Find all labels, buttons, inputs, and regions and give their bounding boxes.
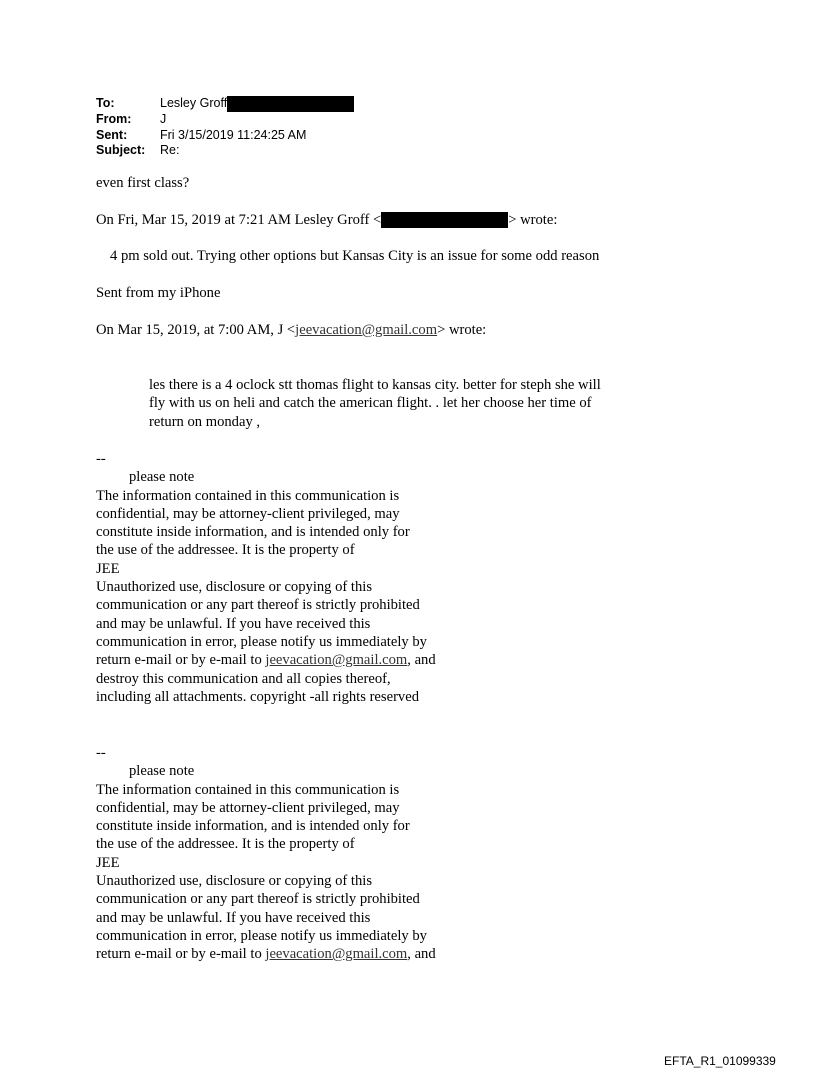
disclaimer-line: JEE — [96, 560, 120, 577]
email-prefix: return e-mail or by e-mail to — [96, 652, 266, 669]
quote1-prefix: On Fri, Mar 15, 2019 at 7:21 AM Lesley Groff < — [96, 212, 382, 228]
disclaimer-line: the use of the addressee. It is the property of — [96, 836, 355, 853]
disclaimer-email-line — [96, 945, 436, 963]
to-value: Lesley Groff — [160, 96, 228, 110]
subject-row — [96, 143, 354, 159]
signature-dashes: -- — [96, 745, 106, 761]
disclaimer-line: confidential, may be attorney-client privileged, may — [96, 505, 400, 522]
disclaimer-line: The information contained in this communication is — [96, 781, 400, 798]
email-header — [96, 96, 354, 159]
signature-dashes: -- — [96, 451, 106, 467]
email-link[interactable]: jeevacation@gmail.com — [265, 946, 408, 963]
redaction-box — [227, 96, 354, 112]
disclaimer-line: constitute inside information, and is intended only for — [96, 524, 410, 541]
from-value: J — [160, 112, 167, 126]
disclaimer-line: the use of the addressee. It is the property of — [96, 542, 355, 559]
disclaimer-line: communication in error, please notify us immediately by — [96, 927, 427, 944]
disclaimer-line: and may be unlawful. If you have received this — [96, 615, 371, 632]
quote-header-2 — [96, 321, 486, 339]
email-suffix: , and — [407, 652, 436, 669]
sent-from-line: Sent from my iPhone — [96, 285, 221, 301]
disclaimer-line: communication in error, please notify us immediately by — [96, 633, 427, 650]
please-note: please note — [129, 469, 195, 486]
sent-label: Sent: — [96, 127, 128, 142]
disclaimer-line: confidential, may be attorney-client privileged, may — [96, 799, 400, 816]
quote-header-1 — [96, 211, 557, 229]
sent-value: Fri 3/15/2019 11:24:25 AM — [160, 127, 307, 142]
quote2-prefix: On Mar 15, 2019, at 7:00 AM, J < — [96, 322, 296, 338]
disclaimer-email-line — [96, 651, 436, 669]
disclaimer-line: Unauthorized use, disclosure or copying of this — [96, 873, 373, 890]
quoted-message — [149, 376, 601, 431]
quote2-suffix: > wrote: — [437, 322, 487, 338]
disclaimer-line: including all attachments. copyright -all rights reserved — [96, 688, 419, 705]
disclaimer-line: The information contained in this communication is — [96, 487, 400, 504]
from-row — [96, 112, 354, 128]
disclaimer-line: constitute inside information, and is intended only for — [96, 818, 410, 835]
email-link[interactable]: jeevacation@gmail.com — [265, 652, 408, 669]
email-link[interactable]: jeevacation@gmail.com — [295, 322, 438, 338]
to-row — [96, 96, 354, 112]
disclaimer-block-1 — [96, 450, 436, 706]
body-line-1: even first class? — [96, 175, 190, 191]
disclaimer-line: communication or any part thereof is strictly prohibited — [96, 597, 420, 614]
email-prefix: return e-mail or by e-mail to — [96, 946, 266, 963]
please-note: please note — [129, 763, 195, 780]
disclaimer-line: JEE — [96, 854, 120, 871]
reply-line: 4 pm sold out. Trying other options but Kansas City is an issue for some odd reason — [110, 248, 600, 264]
document-id: EFTA_R1_01099339 — [664, 1054, 776, 1068]
message-line: les there is a 4 oclock stt thomas flight to kansas city. better for steph she will — [149, 377, 601, 393]
disclaimer-line: Unauthorized use, disclosure or copying of this — [96, 579, 373, 596]
disclaimer-block-2 — [96, 744, 436, 964]
disclaimer-line: and may be unlawful. If you have received this — [96, 909, 371, 926]
subject-value: Re: — [160, 143, 180, 158]
disclaimer-line: destroy this communication and all copies thereof, — [96, 670, 391, 687]
redaction-box — [381, 212, 508, 228]
subject-label: Subject: — [96, 143, 146, 158]
email-suffix: , and — [407, 946, 436, 963]
message-line: fly with us on heli and catch the american flight. . let her choose her time of — [149, 395, 592, 412]
to-label: To: — [96, 96, 115, 110]
message-line: return on monday , — [149, 413, 261, 430]
sent-row — [96, 128, 354, 144]
disclaimer-line: communication or any part thereof is strictly prohibited — [96, 891, 420, 908]
quote1-suffix: > wrote: — [508, 212, 558, 228]
from-label: From: — [96, 112, 132, 126]
